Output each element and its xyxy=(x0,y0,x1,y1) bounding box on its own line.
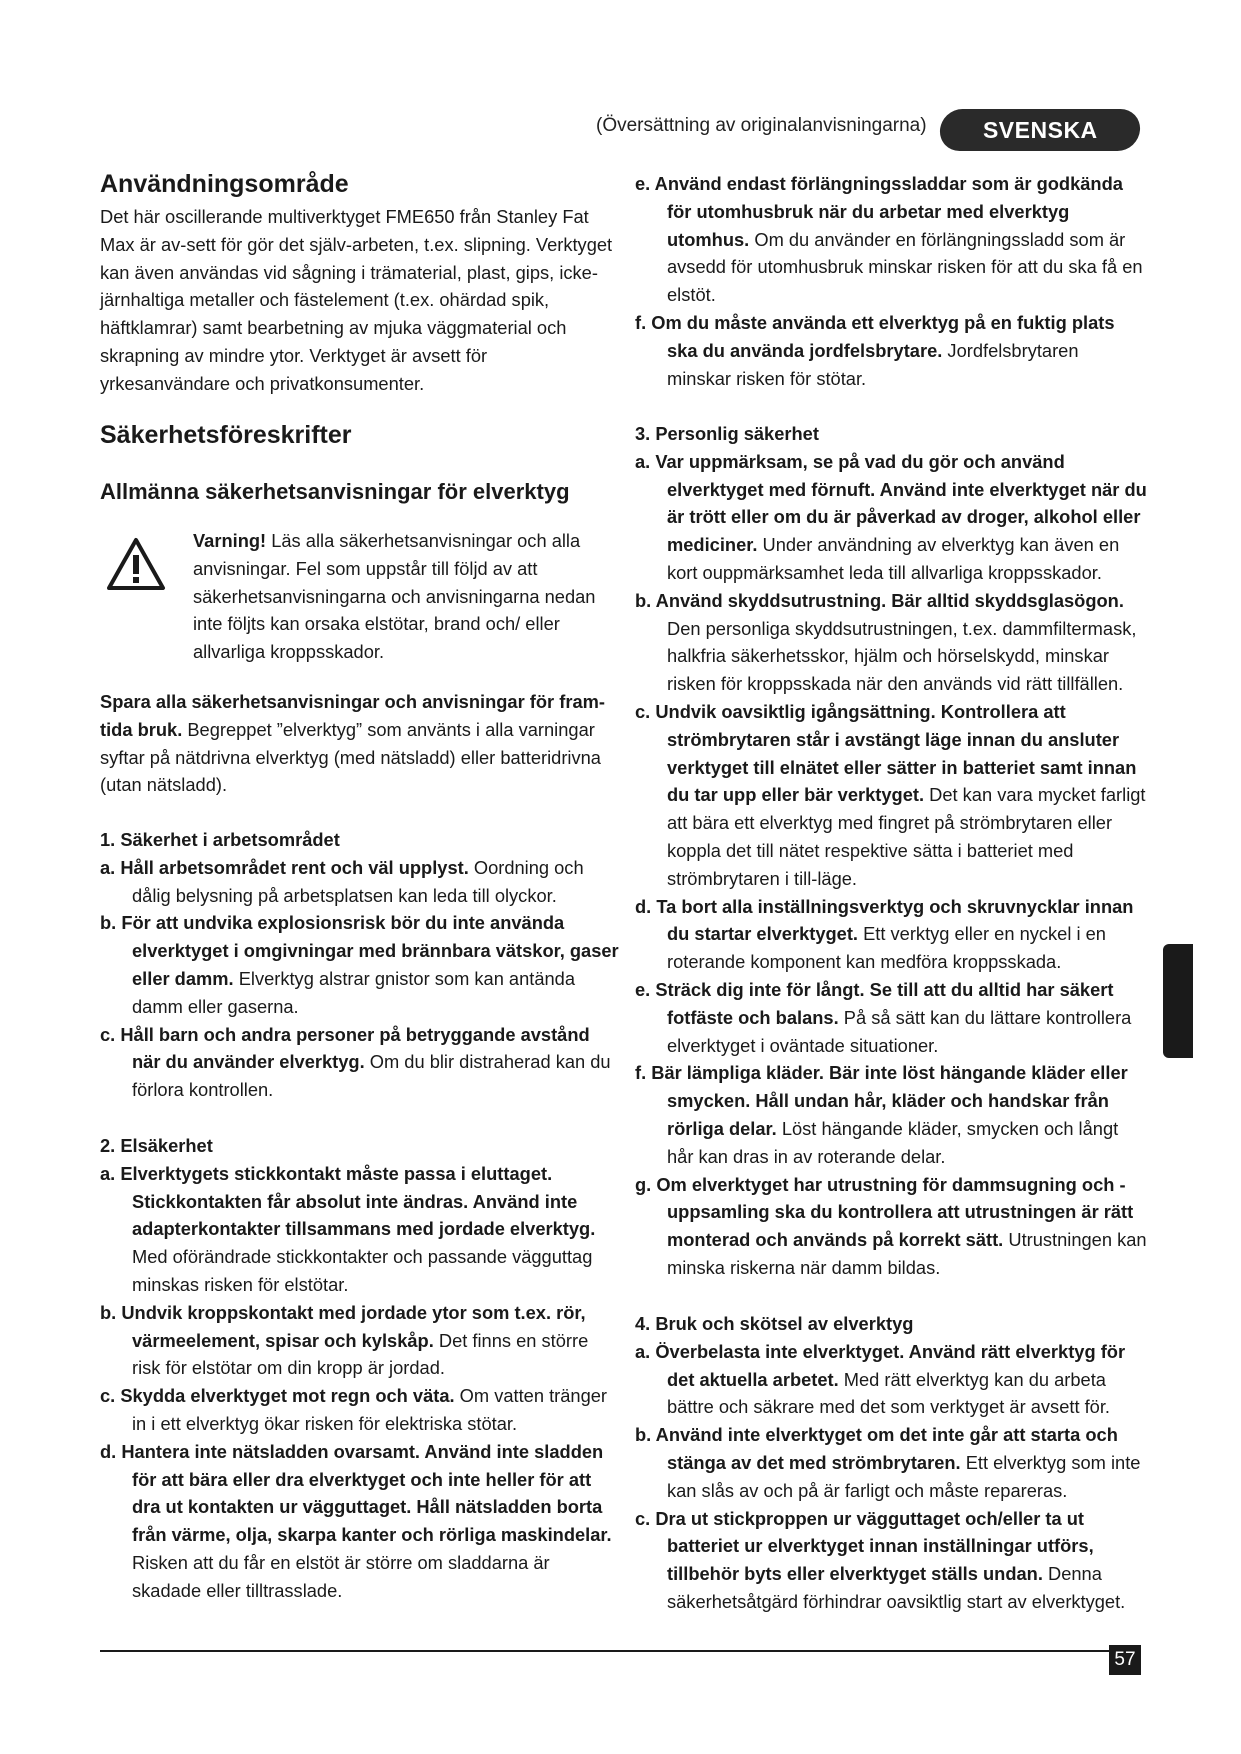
section-4 xyxy=(635,1310,1147,1616)
section-3-title: 3. Personlig säkerhet xyxy=(635,423,819,444)
list-item: d. Ta bort alla inställningsverktyg och skruvnycklar innan du startar elverktyget. Ett verktyg eller en nyckel i en roterande komponent kan medföra kroppsskada. xyxy=(635,895,1134,973)
language-badge xyxy=(939,109,1142,151)
section-2 xyxy=(100,1132,620,1605)
list-item: e. Använd endast förlängningssladdar som är godkända för utomhusbruk när du arbetar med elverktyg utomhus. Om du använder en förlängningssladd som är avsedd för utomhusbruk minskar risken för att du ska få en elstöt. xyxy=(635,173,1143,306)
save-instructions xyxy=(100,688,620,799)
list-item: f. Om du måste använda ett elverktyg på en fuktig plats ska du använda jordfelsbrytare. Jordfelsbrytaren minskar risken för stötar. xyxy=(635,311,1115,389)
translation-note: (Översättning av originalanvisningarna) xyxy=(596,115,927,136)
general-safety-heading: Allmänna säkerhetsanvisningar för elverktyg xyxy=(100,479,570,504)
list-item: c. Håll barn och andra personer på betryggande avstånd när du använder elverktyg. Om du blir distraherad kan du förlora kontrollen. xyxy=(100,1023,611,1101)
page-number: 57 xyxy=(1109,1645,1141,1675)
list-item: f. Bär lämpliga kläder. Bär inte löst hängande kläder eller smycken. Håll undan hår, kläder och handskar från rörliga delar. Löst hängande kläder, smycken och långt hår kan dras in av roterande delar. xyxy=(635,1062,1128,1167)
section-2-title: 2. Elsäkerhet xyxy=(100,1135,213,1156)
list-item: a. Elverktygets stickkontakt måste passa i eluttaget. Stickkontakten får absolut inte ändras. Använd inte adapterkontakter tillsammans med jordade elverktyg. Med oförändrade stickkontakter och passande vägguttag minskas risken för elstötar. xyxy=(100,1162,596,1295)
language-label: SVENSKA xyxy=(982,116,1098,143)
section-2-continued xyxy=(635,170,1147,392)
list-item: b. För att undvika explosionsrisk bör du inte använda elverktyget i omgivningar med brännbara vätskor, gaser eller damm. Elverktyg alstrar gnistor som kan antända damm eller gaserna. xyxy=(100,912,619,1017)
list-item: g. Om elverktyget har utrustning för dammsugning och -uppsamling ska du kontrollera att utrustningen är rätt monterad och används på korrekt sätt. Utrustningen kan minska riskerna när damm bildas. xyxy=(635,1173,1147,1278)
warning-label: Varning! xyxy=(193,530,267,551)
usage-heading: Användningsområde xyxy=(100,170,349,198)
footer-divider xyxy=(100,1650,1138,1652)
save-bold: Spara alla säkerhetsanvisningar och anvisningar för fram-tida bruk. xyxy=(100,691,605,740)
list-item: b. Använd inte elverktyget om det inte går att starta och stänga av det med strömbrytaren. Ett elverktyg som inte kan slås av och på är farligt och måste repareras. xyxy=(635,1424,1141,1501)
list-item: c. Undvik oavsiktlig igångsättning. Kontrollera att strömbrytaren står i avstängt läge innan du ansluter verktyget till elnätet eller sätter in batteriet samt innan du tar upp eller bär verktyget. Det kan vara mycket farligt att bära ett elverktyg med fingret på strömbrytaren eller koppla det till nätet respektive sätta i batteriet med strömbrytaren i till-läge. xyxy=(635,700,1146,889)
list-item: a. Håll arbetsområdet rent och väl upplyst. Oordning och dålig belysning på arbetsplatsen kan leda till olyckor. xyxy=(100,856,584,906)
section-1 xyxy=(100,826,620,1104)
warning-triangle-icon xyxy=(106,537,166,591)
list-item: b. Använd skyddsutrustning. Bär alltid skyddsglasögon. Den personliga skyddsutrustningen, t.ex. dammfiltermask, halkfria säkerhetsskor, hjälm och hörselskydd, minskar risken för kroppsskada när den används vid rätt tillfällen. xyxy=(635,589,1137,695)
section-4-title: 4. Bruk och skötsel av elverktyg xyxy=(635,1313,914,1334)
section-tab-marker xyxy=(1163,944,1193,1058)
usage-text: Det här oscillerande multiverktyget FME650 från Stanley Fat Max är av-sett för gör det själv-arbeten, t.ex. slipning. Verktyget kan även användas vid sågning i trämaterial, plast, gips, icke-järnhaltiga metaller och fästelement (t.ex. ohärdad spik, häftklamrar) samt bearbetning av mjuka väggmaterial och skrapning av mindre ytor. Verktyget är avsett för yrkesanvändare och privatkonsumenter. xyxy=(100,206,613,394)
usage-paragraph xyxy=(100,203,620,398)
warning-body: Läs alla säkerhetsanvisningar och alla anvisningar. Fel som uppstår till följd av att säkerhetsanvisningarna och anvisningarna nedan inte följts kan orsaka elstötar, brand och/ eller allvarliga kroppsskador. xyxy=(193,530,596,663)
safety-heading: Säkerhetsföreskrifter xyxy=(100,421,352,449)
list-item: d. Hantera inte nätsladden ovarsamt. Använd inte sladden för att bära eller dra elverktyget och inte heller för att dra ut kontakten ur vägguttaget. Håll nätsladden borta från värme, olja, skarpa kanter och rörliga maskindelar. Risken att du får en elstöt är större om sladdarna är skadade eller tilltrasslade. xyxy=(100,1440,612,1601)
list-item: c. Dra ut stickproppen ur vägguttaget och/eller ta ut batteriet ur elverktyget innan inställningar utförs, tillbehör byts eller elverktyget ställs undan. Denna säkerhetsåtgärd förhindrar oavsiktlig start av elverktyget. xyxy=(635,1507,1126,1612)
list-item: a. Var uppmärksam, se på vad du gör och använd elverktyget med förnuft. Använd inte elverktyget när du är trött eller om du är påverkad av droger, alkohol eller mediciner. Under användning av elverktyg kan även en kort ouppmärksamhet leda till allvarliga kroppsskador. xyxy=(635,450,1147,583)
list-item: c. Skydda elverktyget mot regn och väta. Om vatten tränger in i ett elverktyg ökar risken för elektriska stötar. xyxy=(100,1385,608,1434)
section-1-title: 1. Säkerhet i arbetsområdet xyxy=(100,829,340,850)
list-item: e. Sträck dig inte för långt. Se till att du alltid har säkert fotfäste och balans. På så sätt kan du lättare kontrollera elverktyget i oväntade situationer. xyxy=(635,978,1132,1056)
warning-text xyxy=(193,527,623,666)
save-body: Begreppet ”elverktyg” som använts i alla varningar syftar på nätdrivna elverktyg (med nätsladd) eller batteridrivna (utan nätsladd). xyxy=(100,718,601,796)
section-3 xyxy=(635,420,1147,1282)
list-item: b. Undvik kroppskontakt med jordade ytor som t.ex. rör, värmeelement, spisar och kylskåp. Det finns en större risk för elstötar om din kropp är jordad. xyxy=(100,1301,589,1379)
list-item: a. Överbelasta inte elverktyget. Använd rätt elverktyg för det aktuella arbetet. Med rätt elverktyg kan du arbeta bättre och säkrare med det som verktyget är avsett för. xyxy=(635,1340,1126,1418)
